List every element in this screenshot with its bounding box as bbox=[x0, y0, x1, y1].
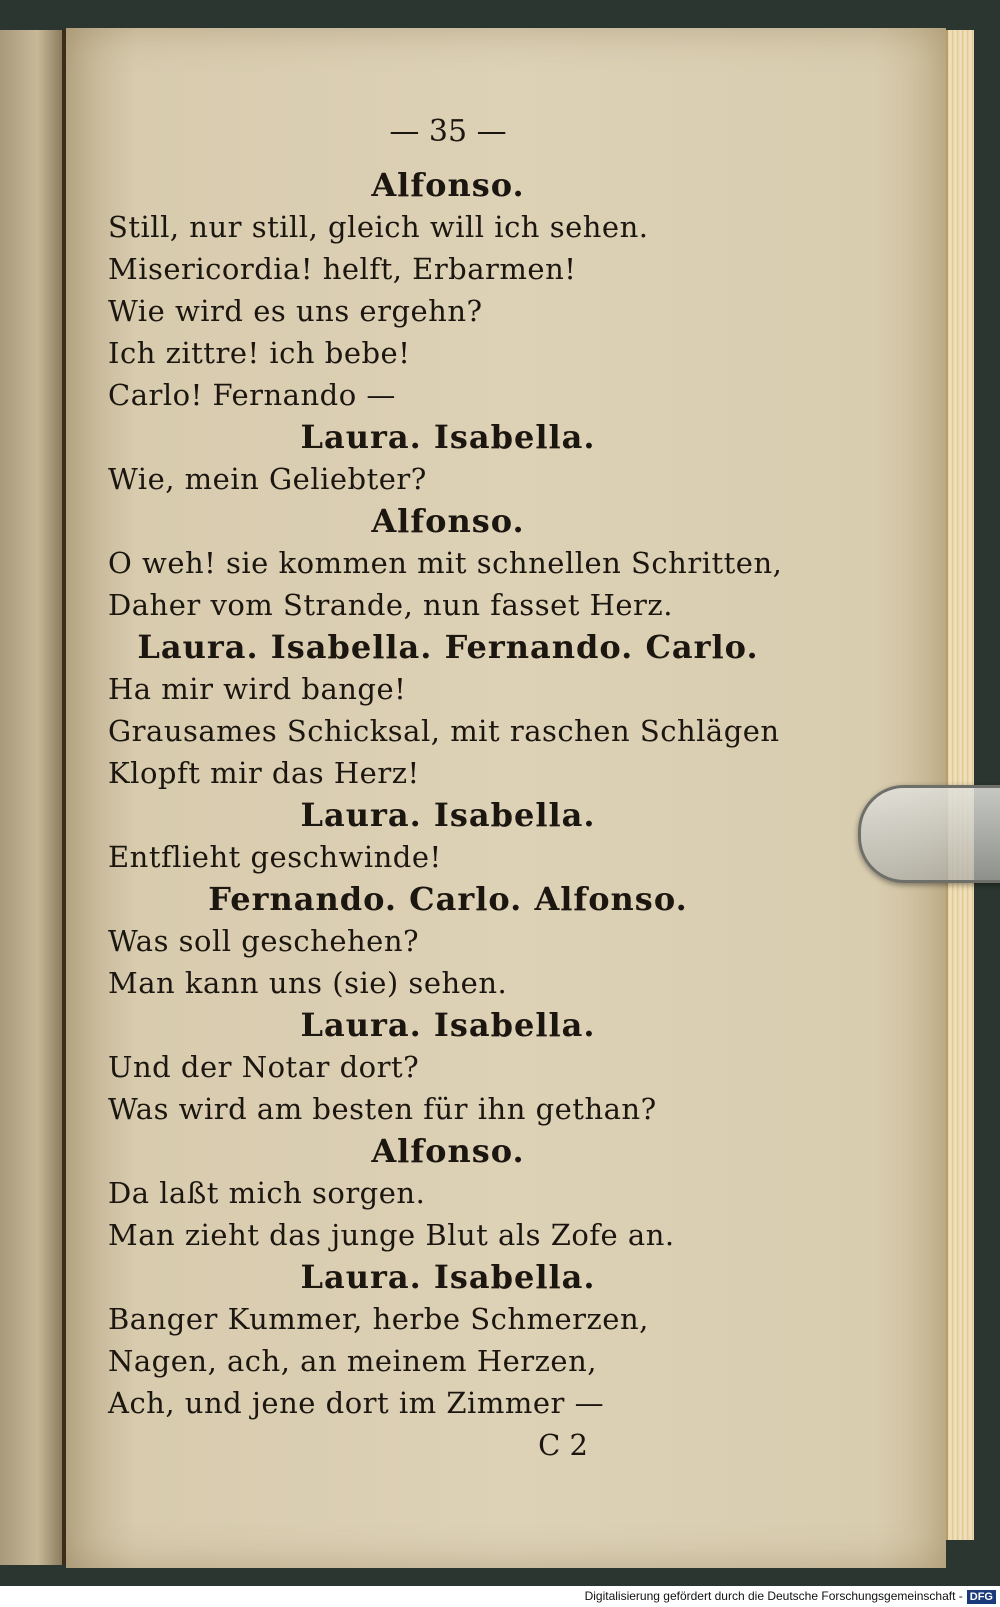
page-number: — 35 — bbox=[389, 114, 507, 149]
speaker-name: Laura. Isabella. Fernando. Carlo. bbox=[137, 628, 759, 666]
verse-line: Ich zittre! ich bebe! bbox=[108, 336, 411, 370]
digitization-footer bbox=[0, 1586, 1000, 1607]
signature-mark: C 2 bbox=[538, 1428, 588, 1462]
speaker-name: Laura. Isabella. bbox=[300, 418, 596, 456]
page-text bbox=[108, 100, 888, 1466]
verse-line: Man zieht das junge Blut als Zofe an. bbox=[108, 1218, 675, 1252]
text-lines bbox=[108, 164, 888, 1424]
verse-line: Was soll geschehen? bbox=[108, 924, 420, 958]
speaker-name: Alfonso. bbox=[371, 1132, 525, 1170]
speaker-name: Alfonso. bbox=[371, 502, 525, 540]
verse-line: Und der Notar dort? bbox=[108, 1050, 420, 1084]
verse-line: Still, nur still, gleich will ich sehen. bbox=[108, 210, 649, 244]
verse-line: Misericordia! helft, Erbarmen! bbox=[108, 252, 577, 286]
verse-line: Carlo! Fernando — bbox=[108, 378, 396, 412]
verse-line: Was wird am besten für ihn gethan? bbox=[108, 1092, 657, 1126]
speaker-name: Laura. Isabella. bbox=[300, 796, 596, 834]
previous-page-edge bbox=[0, 30, 66, 1565]
verse-line: Ha mir wird bange! bbox=[108, 672, 407, 706]
verse-line: Ach, und jene dort im Zimmer — bbox=[108, 1386, 605, 1420]
dfg-logo-icon: DFG bbox=[967, 1590, 996, 1604]
verse-line: Banger Kummer, herbe Schmerzen, bbox=[108, 1302, 649, 1336]
verse-line: O weh! sie kommen mit schnellen Schritten, bbox=[108, 546, 783, 580]
footer-text: Digitalisierung gefördert durch die Deutsche Forschungsgemeinschaft - bbox=[584, 1589, 963, 1603]
verse-line: Entflieht geschwinde! bbox=[108, 840, 442, 874]
speaker-name: Laura. Isabella. bbox=[300, 1006, 596, 1044]
verse-line: Grausames Schicksal, mit raschen Schlägen bbox=[108, 714, 780, 748]
speaker-name: Alfonso. bbox=[371, 166, 525, 204]
verse-line: Wie, mein Geliebter? bbox=[108, 462, 427, 496]
verse-line: Wie wird es uns ergehn? bbox=[108, 294, 483, 328]
verse-line: Klopft mir das Herz! bbox=[108, 756, 420, 790]
verse-line: Nagen, ach, an meinem Herzen, bbox=[108, 1344, 597, 1378]
verse-line: Da laßt mich sorgen. bbox=[108, 1176, 426, 1210]
speaker-name: Laura. Isabella. bbox=[300, 1258, 596, 1296]
verse-line: Man kann uns (sie) sehen. bbox=[108, 966, 508, 1000]
speaker-name: Fernando. Carlo. Alfonso. bbox=[208, 880, 688, 918]
verse-line: Daher vom Strande, nun fasset Herz. bbox=[108, 588, 673, 622]
